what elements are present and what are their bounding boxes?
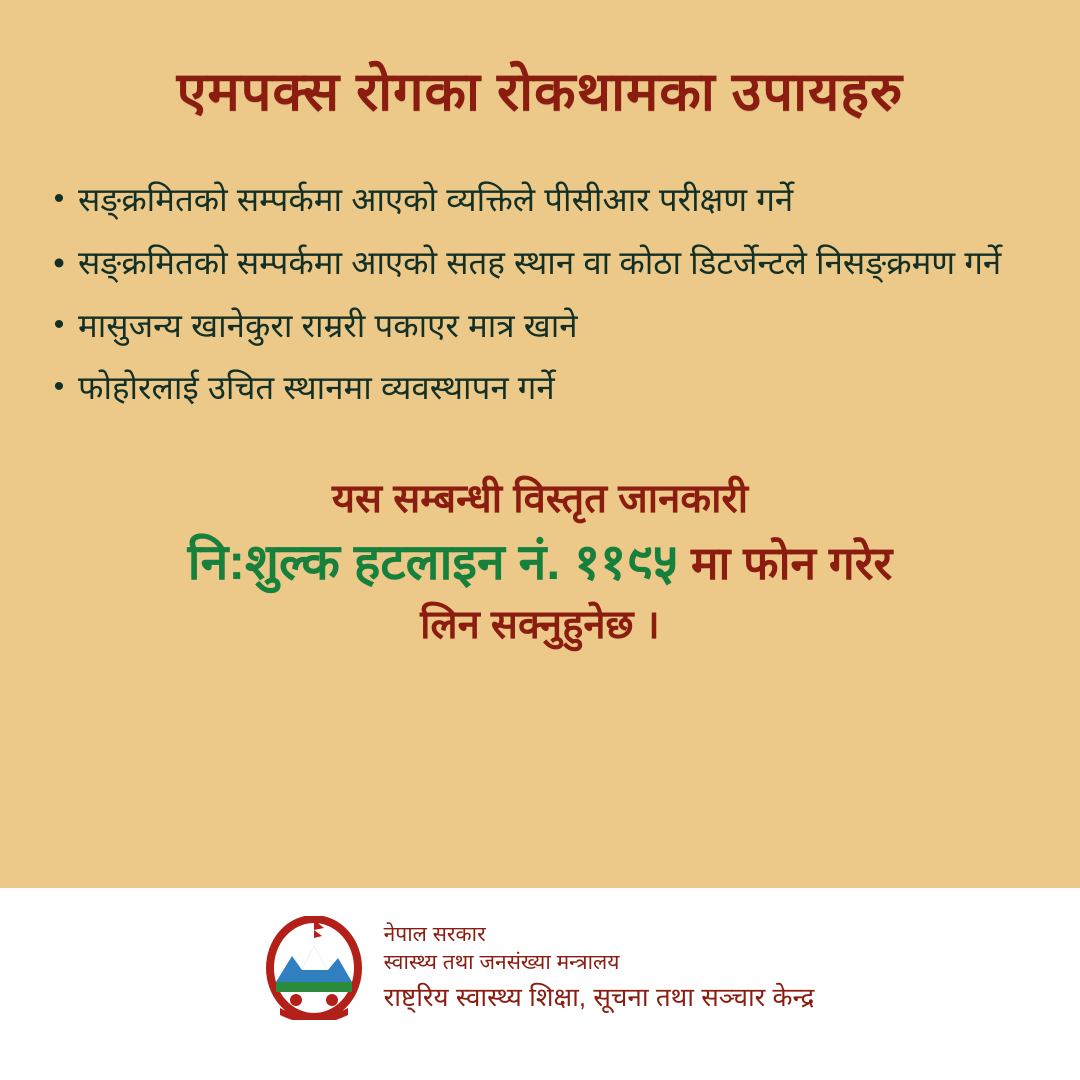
- list-item: [40, 177, 1040, 224]
- callout-line-2-rest: मा फोन गरेर: [690, 537, 893, 590]
- callout-line-1: यस सम्बन्धी विस्तृत जानकारी: [331, 477, 749, 522]
- list-item: [40, 303, 1040, 350]
- list-item-text: सङ्क्रमितको सम्पर्कमा आएको सतह स्थान वा कोठा डिटर्जेन्टले निसङ्क्रमण गर्ने: [78, 243, 1002, 281]
- list-item: [40, 240, 1040, 287]
- page-title: एमपक्स रोगका रोकथामका उपायहरु: [176, 62, 904, 122]
- list-item-text: सङ्क्रमितको सम्पर्कमा आएको व्यक्तिले पीसीआर परीक्षण गर्ने: [78, 180, 794, 218]
- hotline-number-text: नि:शुल्क हटलाइन नं. ११९५: [187, 534, 679, 591]
- org-line-center: राष्ट्रिय स्वास्थ्य शिक्षा, सूचना तथा सञ्चार केन्द्र: [383, 982, 815, 1013]
- bullet-icon: •: [53, 243, 65, 281]
- list-item-text: फोहोरलाई उचित स्थानमा व्यवस्थापन गर्ने: [78, 369, 555, 407]
- hotline-callout: [40, 474, 1040, 651]
- prevention-measures-list: [40, 177, 1040, 428]
- list-item-text: मासुजन्य खानेकुरा राम्ररी पकाएर मात्र खाने: [78, 306, 578, 344]
- organization-identity: [384, 921, 815, 1016]
- poster-footer-panel: [0, 888, 1080, 1080]
- list-item: [40, 365, 1040, 412]
- callout-line-3: लिन सक्नुहुनेछ ।: [420, 603, 660, 648]
- org-line-ministry: स्वास्थ्य तथा जनसंख्या मन्त्रालय: [383, 950, 620, 974]
- bullet-icon: •: [53, 181, 65, 215]
- nepal-government-emblem-icon: [266, 916, 362, 1020]
- bullet-icon: •: [53, 370, 65, 404]
- footer-content: [266, 916, 815, 1020]
- callout-line-2: [40, 530, 1040, 595]
- org-line-government: नेपाल सरकार: [383, 922, 486, 946]
- bullet-icon: •: [53, 307, 65, 341]
